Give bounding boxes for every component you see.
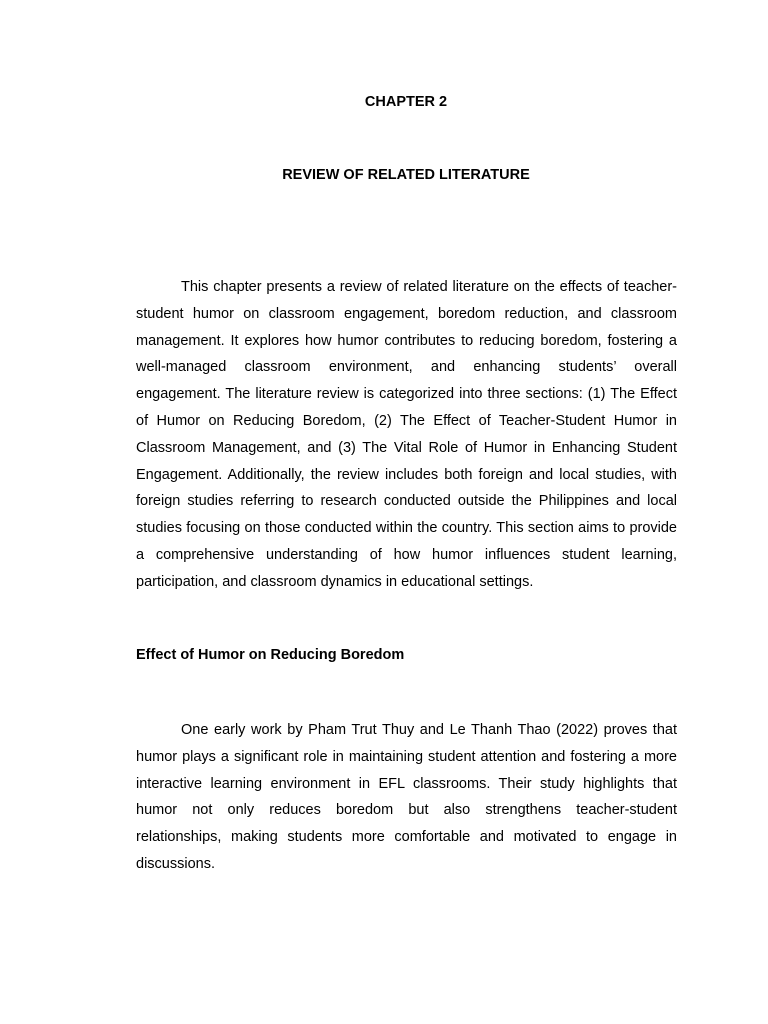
intro-paragraph: This chapter presents a review of related literature on the effects of teacher-student humor on classroom engagement, boredom reduction, and classroom management. It explores how humor contributes to reducing boredom, fostering a well-managed classroom environment, and enhancing students’ overall engagement. The literature review is categorized into three sections: (1) The Effect of Humor on Reducing Boredom, (2) The Effect of Teacher-Student Humor in Classroom Management, and (3) The Vital Role of Humor in Enhancing Student Engagement. Additionally, the review includes both foreign and local studies, with foreign studies referring to research conducted outside the Philippines and local studies focusing on those conducted within the country. This section aims to provide a comprehensive understanding of how humor influences student learning, participation, and classroom dynamics in educational settings.	[136, 279, 677, 590]
chapter-title: REVIEW OF RELATED LITERATURE	[282, 167, 530, 183]
section-paragraph: One early work by Pham Trut Thuy and Le Thanh Thao (2022) proves that humor plays a significant role in maintaining student attention and fostering a more interactive learning environment in EFL classrooms. Their study highlights that humor not only reduces boredom but also strengthens teacher-student relationships, making students more comfortable and motivated to engage in discussions.	[136, 722, 677, 872]
chapter-label: CHAPTER 2	[364, 94, 448, 110]
section-heading: Effect of Humor on Reducing Boredom	[136, 647, 405, 663]
